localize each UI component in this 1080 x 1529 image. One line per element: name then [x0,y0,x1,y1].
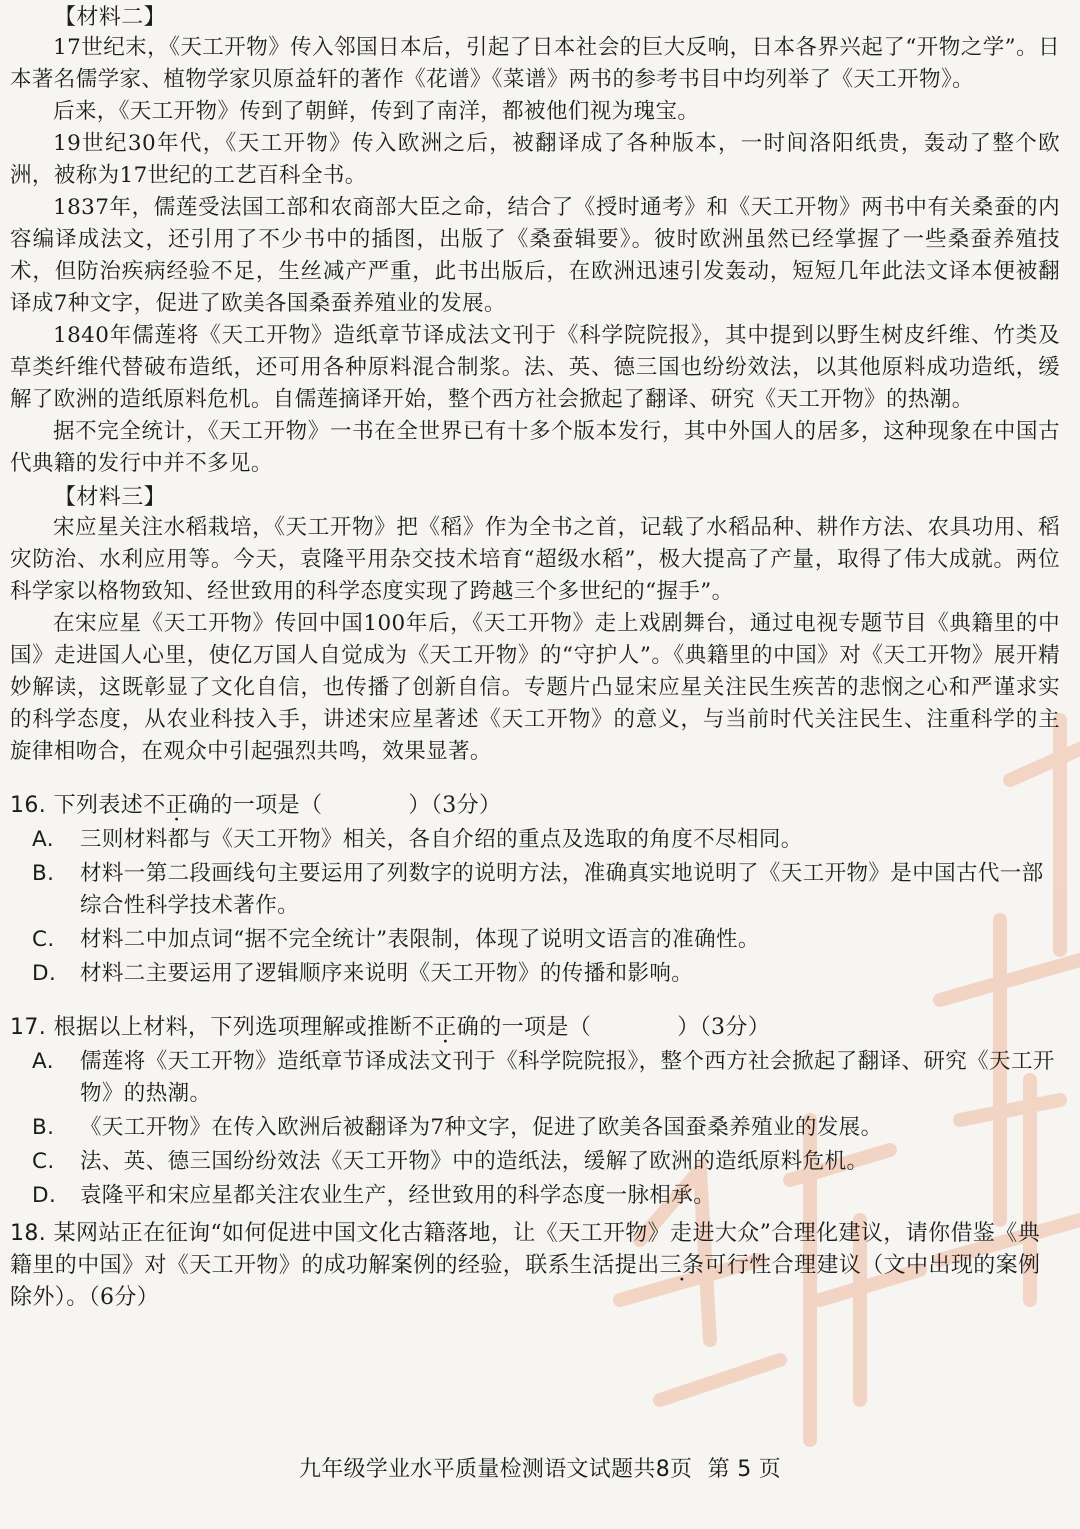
option-text: 三则材料都与《天工开物》相关，各自介绍的重点及选取的角度不尽相同。 [80,827,803,852]
option-text: 《天工开物》在传入欧洲后被翻译为7种文字，促进了欧美各国蚕桑养殖业的发展。 [80,1115,883,1140]
option-d [32,958,1060,990]
option-b [32,1112,1060,1144]
option-text: 材料二中加点词“据不完全统计”表限制，体现了说明文语言的准确性。 [80,927,760,952]
question-18 [10,1218,1060,1314]
question-stem: 的一项是（ [479,1015,592,1040]
question-number: 16. [10,793,47,818]
option-letter: B. [32,861,55,886]
question-score: ）（3分） [408,793,502,818]
option-d [32,1180,1060,1212]
question-score: ）（3分） [677,1015,771,1040]
material-2-paragraph: 19世纪30年代，《天工开物》传入欧洲之后，被翻译成了各种版本，一时间洛阳纸贵，轰动了整个欧洲，被称为17世纪的工艺百科全书。 [10,131,1060,188]
option-text: 儒莲将《天工开物》造纸章节译成法文刊于《科学院院报》，整个西方社会掀起了翻译、研究《天工开物》的热潮。 [80,1049,1055,1106]
option-letter: B. [32,1115,55,1140]
material-2-paragraph: 1840年儒莲将《天工开物》造纸章节译成法文刊于《科学院院报》，其中提到以野生树皮纤维、竹类及草类纤维代替破布造纸，还可用各种原料混合制浆。法、英、德三国也纷纷效法，以其他原料成功造纸，缓解了欧洲的造纸原料危机。自儒莲摘译开始，整个西方社会掀起了翻译、研究《天工开物》的热潮。 [10,323,1060,412]
emphasized-keyword: 不正确 [412,1015,480,1040]
option-letter: D. [32,1183,57,1208]
question-text: 某网站正在征询“如何促进中国文化古籍落地，让《天工开物》走进大众”合理化建议，请你借鉴《典籍里的中国》对《天工开物》的成功解案例的经验，联系生活提出 [10,1221,1041,1278]
option-letter: C. [32,1149,55,1174]
question-text: 可行性合理建议（文中出现的案例除外）。（6分） [10,1253,1041,1310]
option-letter: A. [32,1049,54,1074]
material-3-paragraph: 在宋应星《天工开物》传回中国100年后，《天工开物》走上戏剧舞台，通过电视专题节目《典籍里的中国》走进国人心里，使亿万国人自觉成为《天工开物》的“守护人”。《典籍里的中国》对《天工开物》展开精妙解读，这既彰显了文化自信，也传播了创新自信。专题片凸显宋应星关注民生疾苦的悲悯之心和严谨求实的科学态度，从农业科技入手，讲述宋应星著述《天工开物》的意义，与当前时代关注民生、注重科学的主旋律相吻合，在观众中引起强烈共鸣，效果显著。 [10,611,1060,764]
page-footer [0,1452,1080,1483]
material-2-heading: 【材料二】 [54,5,167,30]
material-2-paragraph: 17世纪末，《天工开物》传入邻国日本后，引起了日本社会的巨大反响，日本各界兴起了“开物之学”。日本著名儒学家、植物学家贝原益轩的著作《花谱》《菜谱》两书的参考书目中均列举了《天工开物》。 [10,35,1060,92]
option-text: 材料一第二段画线句主要运用了列数字的说明方法，准确真实地说明了《天工开物》是中国古代一部综合性科学技术著作。 [80,861,1044,918]
option-letter: C. [32,927,55,952]
option-text: 袁隆平和宋应星都关注农业生产，经世致用的科学态度一脉相承。 [80,1183,716,1208]
footer-title: 九年级学业水平质量检测语文试题共8页 [298,1457,693,1482]
option-a [32,824,1060,856]
material-3-paragraph: 宋应星关注水稻栽培，《天工开物》把《稻》作为全书之首，记载了水稻品种、耕作方法、农具功用、稻灾防治、水利应用等。今天，袁隆平用杂交技术培育“超级水稻”，极大提高了产量，取得了伟大成就。两位科学家以格物致知、经世致用的科学态度实现了跨越三个多世纪的“握手”。 [10,515,1061,604]
option-c [32,924,1060,956]
question-stem: 的一项是（ [210,793,323,818]
material-3-heading: 【材料三】 [54,485,167,510]
option-text: 材料二主要运用了逻辑顺序来说明《天工开物》的传播和影响。 [80,961,694,986]
option-c [32,1146,1060,1178]
document-body [10,0,1060,1314]
question-stem: 根据以上材料，下列选项理解或推断 [53,1015,412,1040]
option-letter: A. [32,827,54,852]
question-number: 18. [10,1221,47,1246]
material-2-paragraph: 1837年，儒莲受法国工部和农商部大臣之命，结合了《授时通考》和《天工开物》两书中有关桑蚕的内容编译成法文，还引用了不少书中的插图，出版了《桑蚕辑要》。彼时欧洲虽然已经掌握了一些桑蚕养殖技术，但防治疾病经验不足，生丝减产严重，此书出版后，在欧洲迅速引发轰动，短短几年此法文译本便被翻译成7种文字，促进了欧美各国桑蚕养殖业的发展。 [10,195,1060,316]
option-a [32,1046,1060,1110]
option-letter: D. [32,961,57,986]
question-stem: 下列表述 [53,793,144,818]
emphasized-keyword: 不正确 [143,793,211,818]
option-b [32,858,1060,922]
page-number: 第 5 页 [707,1457,782,1482]
question-17 [10,1012,1060,1044]
material-2-paragraph: 据不完全统计，《天工开物》一书在全世界已有十多个版本发行，其中外国人的居多，这种现象在中国古代典籍的发行中并不多见。 [10,419,1060,476]
question-number: 17. [10,1015,47,1040]
question-16 [10,790,1060,822]
option-text: 法、英、德三国纷纷效法《天工开物》中的造纸法，缓解了欧洲的造纸原料危机。 [80,1149,869,1174]
material-2-paragraph: 后来，《天工开物》传到了朝鲜，传到了南洋，都被他们视为瑰宝。 [53,99,700,124]
emphasized-keyword: 三条 [659,1253,705,1278]
